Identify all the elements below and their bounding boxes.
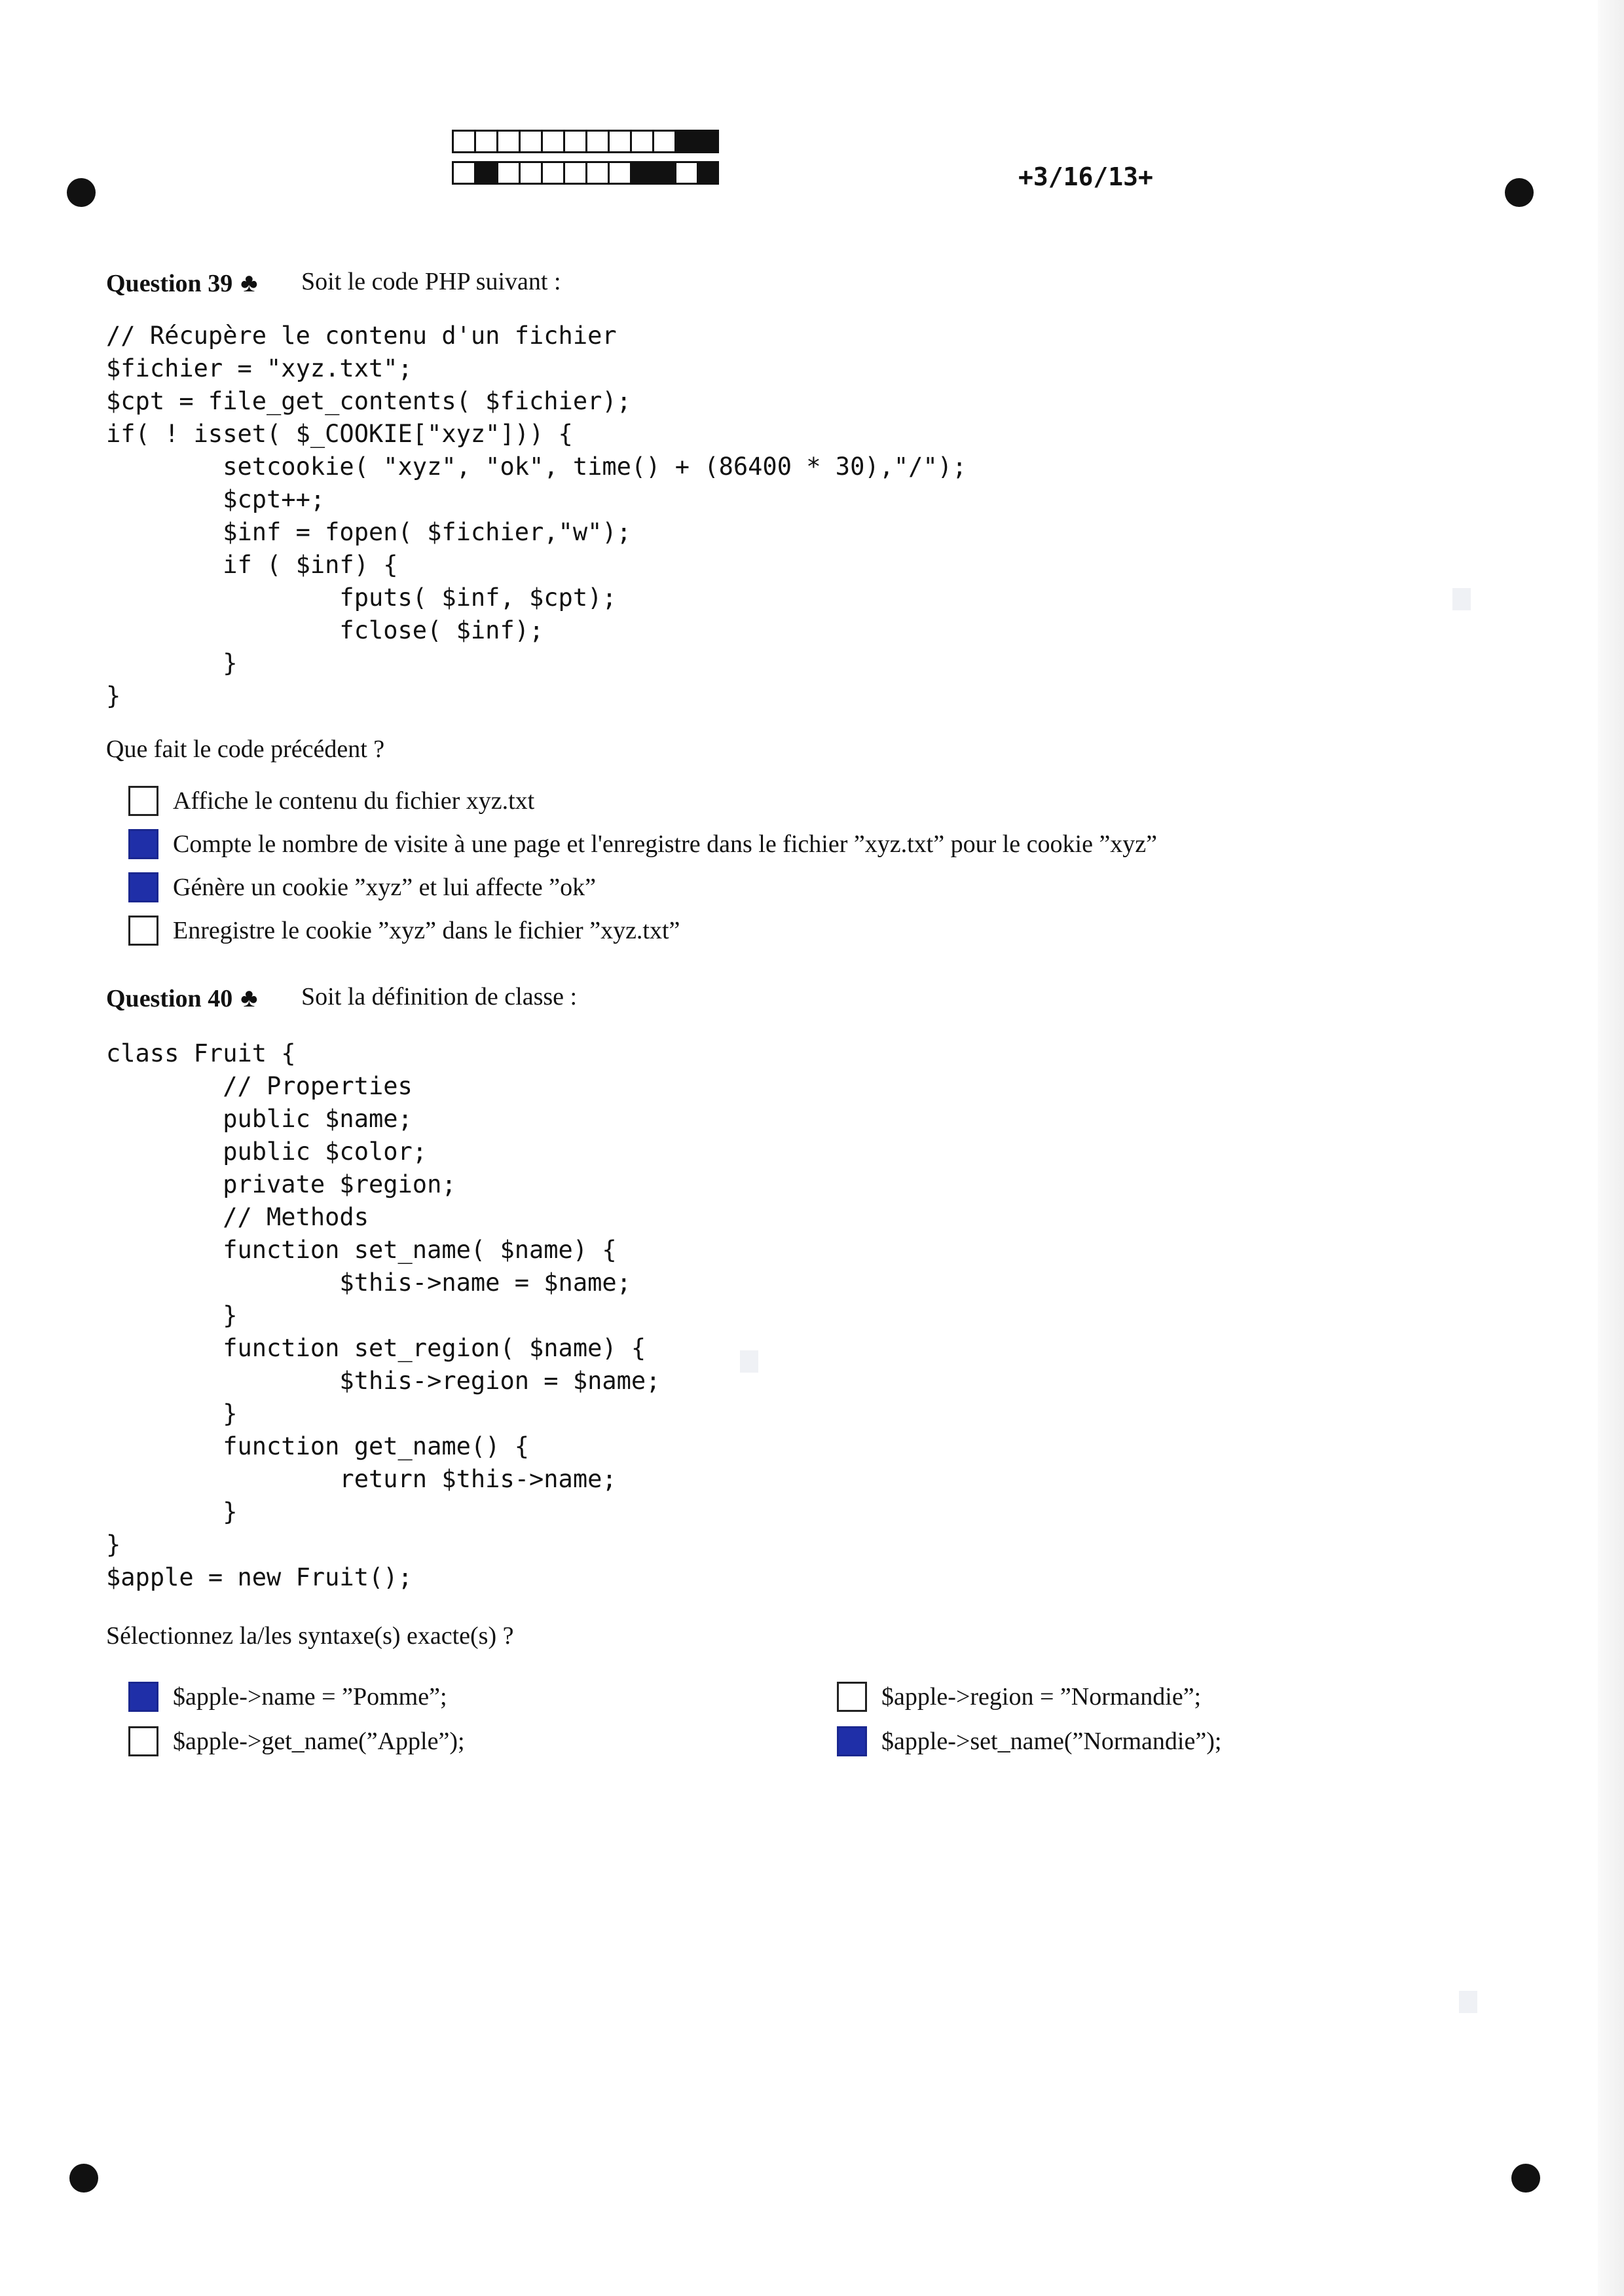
answer-text: $apple->name = ”Pomme”; — [173, 1683, 447, 1711]
barcode-row-bottom — [452, 161, 719, 185]
answer-text: Compte le nombre de visite à une page et l'enregistre dans le fichier ”xyz.txt” pour le cookie ”xyz” — [173, 830, 1158, 858]
page-code: +3/16/13+ — [1018, 162, 1153, 191]
answer-option[interactable] — [128, 916, 680, 946]
question-intro: Soit le code PHP suivant : — [301, 268, 561, 295]
barcode-row-top — [452, 130, 719, 153]
code-block: class Fruit { // Properties public $name; public $color; private $region; // Methods function set_name( $name) { $this->name = $name; } function set_region( $name) { $this->region = $name; } function get_name() { return $this->name; } } $apple = new Fruit(); — [106, 1039, 661, 1591]
barcode-cell — [697, 130, 719, 153]
barcode-cell — [474, 130, 496, 153]
answer-checkbox[interactable] — [128, 872, 158, 902]
answer-checkbox[interactable] — [837, 1682, 867, 1712]
answer-option[interactable] — [128, 1682, 447, 1712]
question-prompt: Que fait le code précédent ? — [106, 735, 385, 763]
answer-checkbox[interactable] — [837, 1726, 867, 1756]
answer-option[interactable] — [128, 786, 534, 816]
answer-text: Génère un cookie ”xyz” et lui affecte ”ok” — [173, 874, 596, 901]
barcode-cell — [608, 161, 630, 185]
barcode-cell — [452, 161, 474, 185]
registration-mark-bottom-left — [69, 2164, 98, 2193]
barcode-cell — [563, 130, 585, 153]
barcode-cell — [496, 161, 519, 185]
question-header — [106, 267, 257, 298]
clubs-icon: ♣ — [240, 983, 258, 1012]
answer-checkbox[interactable] — [128, 1726, 158, 1756]
question-intro: Soit la définition de classe : — [301, 983, 578, 1010]
answer-text: Affiche le contenu du fichier xyz.txt — [173, 787, 535, 815]
barcode-cell — [541, 161, 563, 185]
barcode-cell — [674, 130, 697, 153]
barcode-cell — [519, 161, 541, 185]
question-prompt: Sélectionnez la/les syntaxe(s) exacte(s) ? — [106, 1622, 514, 1650]
question-header — [106, 982, 257, 1013]
answer-option[interactable] — [128, 829, 1157, 859]
answer-option[interactable] — [128, 872, 596, 902]
barcode-cell — [630, 130, 652, 153]
answer-text: $apple->set_name(”Normandie”); — [881, 1728, 1222, 1755]
barcode-cell — [452, 130, 474, 153]
registration-mark-top-right — [1505, 178, 1534, 207]
barcode-cell — [519, 130, 541, 153]
barcode-cell — [563, 161, 585, 185]
registration-mark-top-left — [67, 178, 96, 207]
answer-text: $apple->get_name(”Apple”); — [173, 1728, 465, 1755]
answer-checkbox[interactable] — [128, 1682, 158, 1712]
barcode-cell — [474, 161, 496, 185]
barcode-cell — [608, 130, 630, 153]
answer-option[interactable] — [837, 1726, 1221, 1756]
question-label: Question 40 — [106, 985, 233, 1012]
answer-text: Enregistre le cookie ”xyz” dans le fichier ”xyz.txt” — [173, 917, 680, 944]
answer-option[interactable] — [128, 1726, 465, 1756]
code-block: // Récupère le contenu d'un fichier $fichier = "xyz.txt"; $cpt = file_get_contents( $fichier); if( ! isset( $_COOKIE["xyz"])) { setcookie( "xyz", "ok", time() + (86400 * 30),"/"); $cpt++; $inf = fopen( $fichier,"w"); if ( $inf) { fputs( $inf, $cpt); fclose( $inf); } } — [106, 322, 967, 710]
answer-checkbox[interactable] — [128, 916, 158, 946]
barcode-cell — [541, 130, 563, 153]
barcode-cell — [630, 161, 652, 185]
barcode-cell — [585, 161, 608, 185]
answer-checkbox[interactable] — [128, 786, 158, 816]
barcode-cell — [496, 130, 519, 153]
barcode-cell — [652, 130, 674, 153]
registration-mark-bottom-right — [1511, 2164, 1540, 2193]
clubs-icon: ♣ — [240, 268, 258, 297]
barcode-cell — [652, 161, 674, 185]
barcode-cell — [585, 130, 608, 153]
scan-artifact — [1452, 588, 1471, 610]
page-edge-shadow — [1598, 0, 1624, 2296]
answer-checkbox[interactable] — [128, 829, 158, 859]
answer-text: $apple->region = ”Normandie”; — [881, 1683, 1202, 1711]
barcode-cell — [697, 161, 719, 185]
barcode-cell — [674, 161, 697, 185]
answer-option[interactable] — [837, 1682, 1201, 1712]
scan-artifact — [1459, 1991, 1477, 2013]
question-label: Question 39 — [106, 270, 233, 297]
scan-artifact — [740, 1350, 758, 1373]
